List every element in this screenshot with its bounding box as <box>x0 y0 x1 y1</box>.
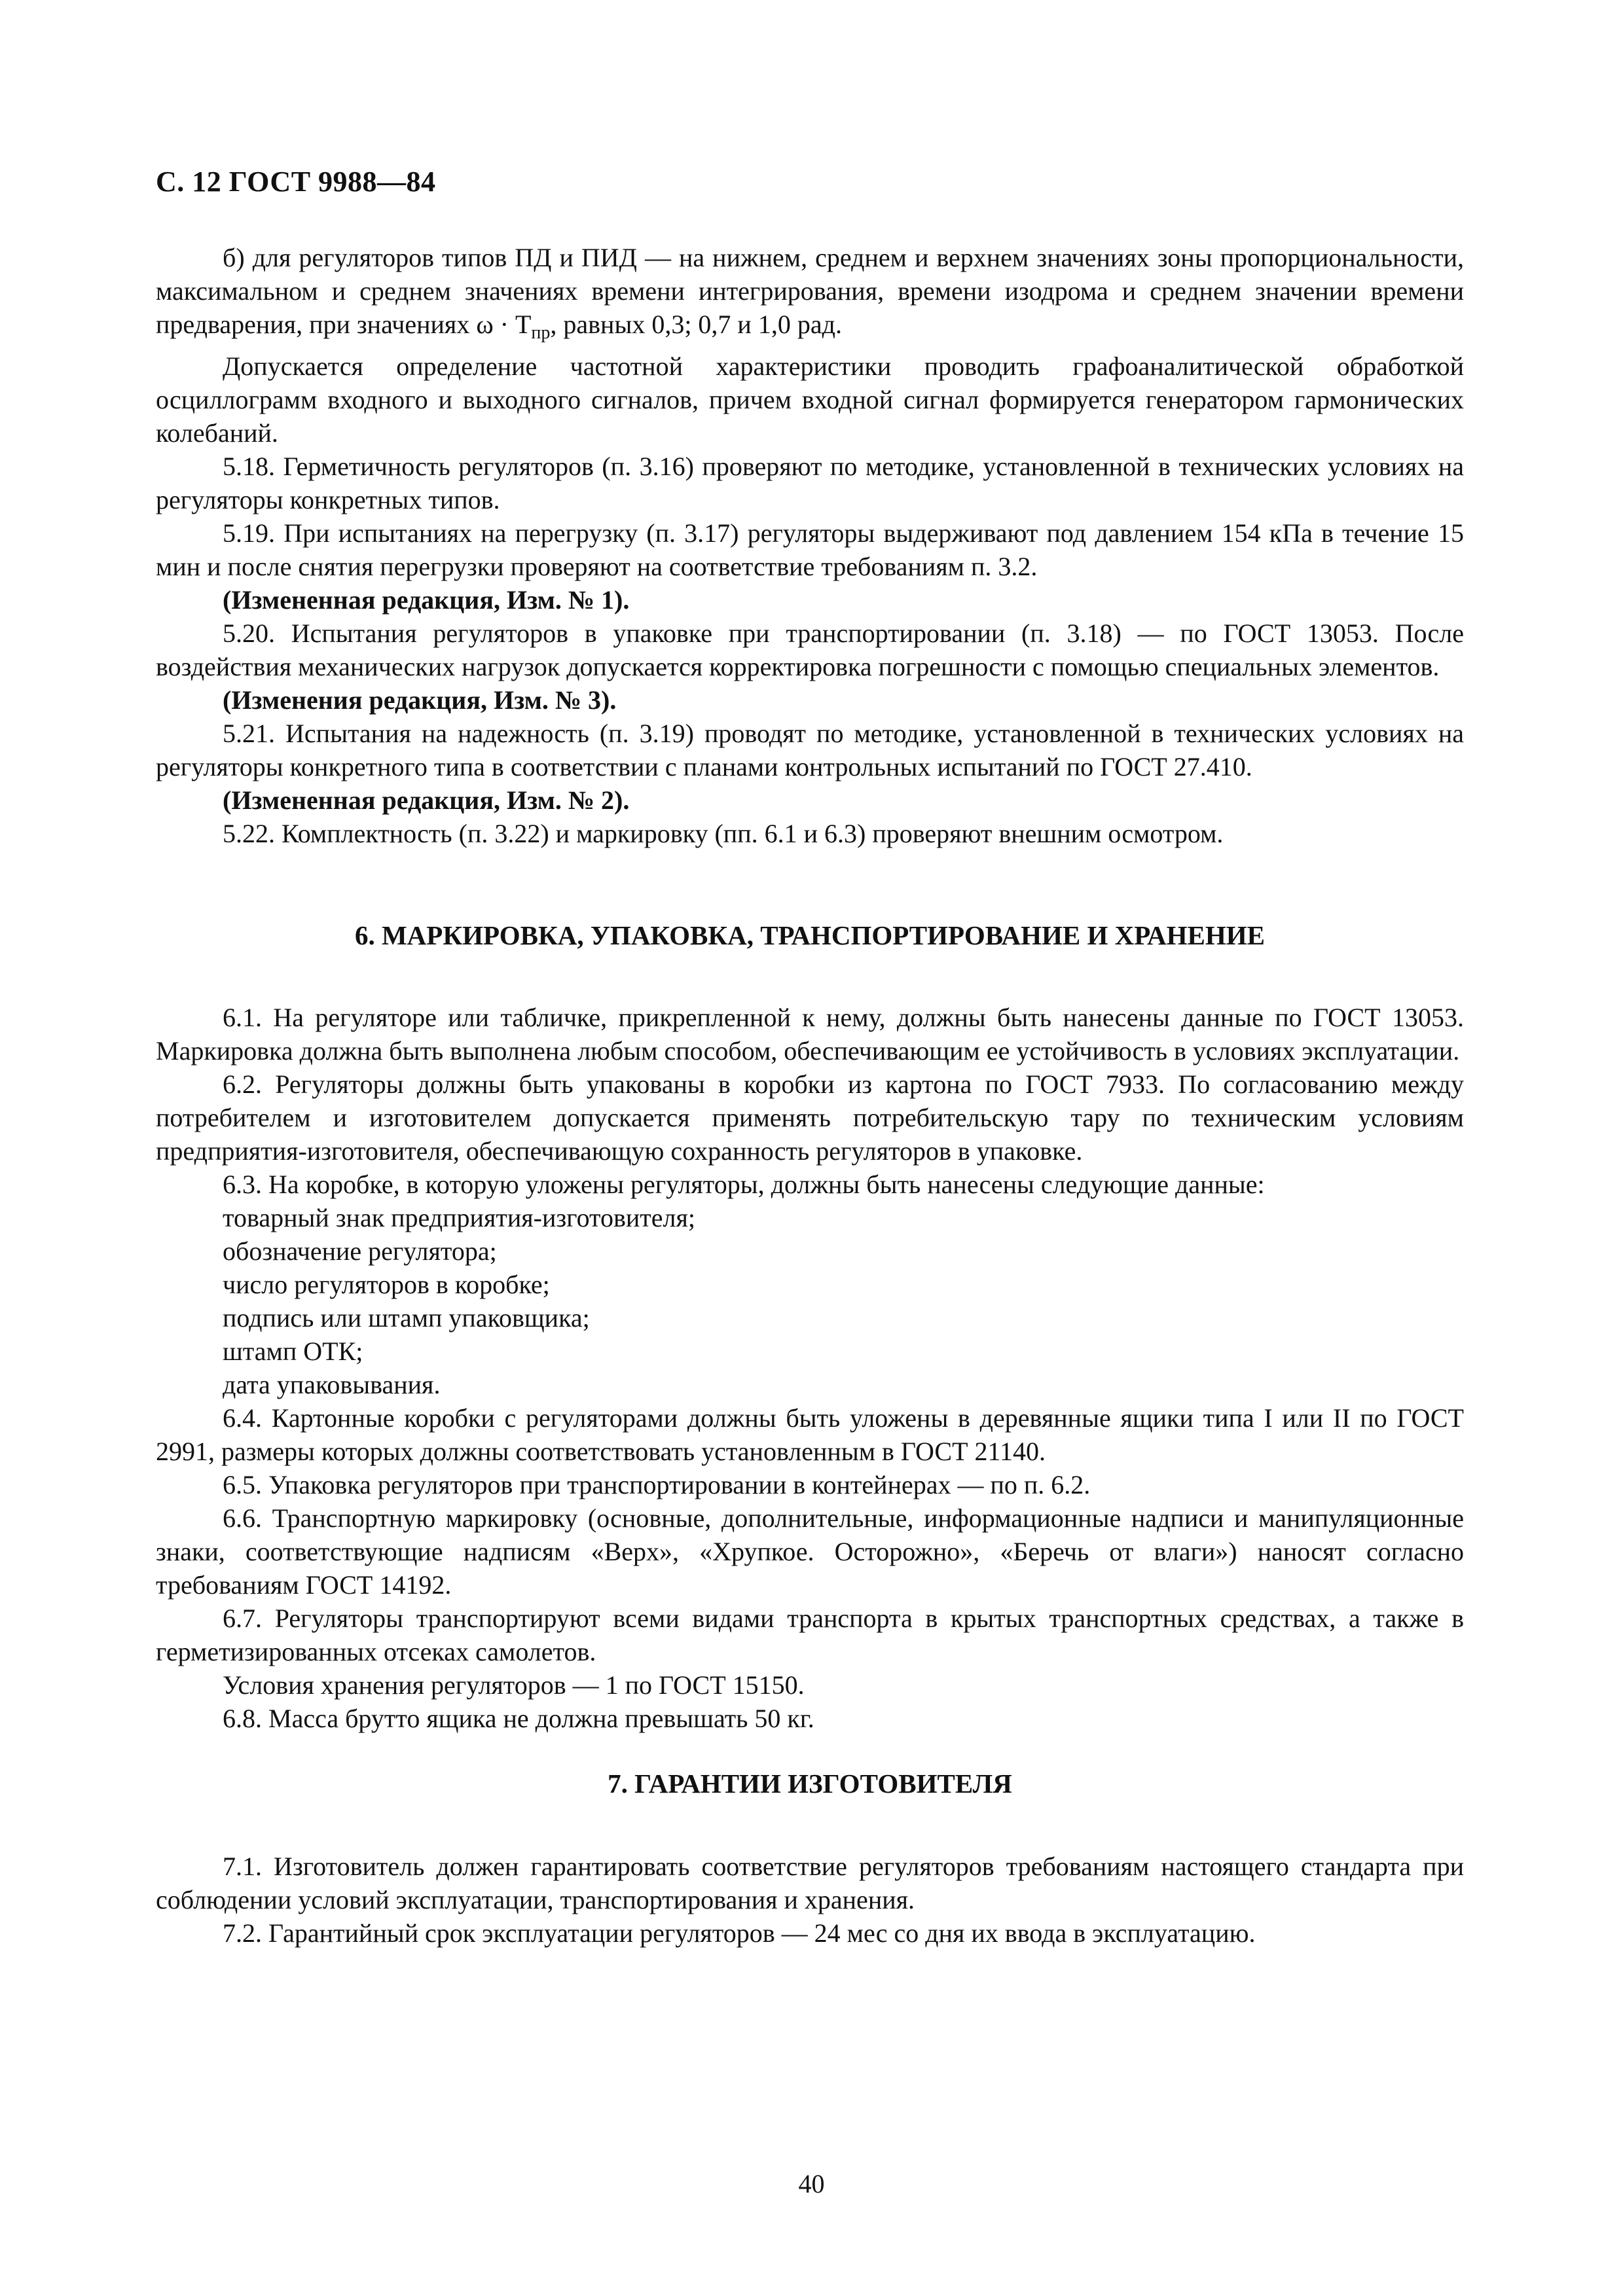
section-7-heading-wrap <box>156 1767 1464 1801</box>
paragraph-7-2: 7.2. Гарантийный срок эксплуатации регуляторов — 24 мес со дня их ввода в эксплуатацию. <box>223 1918 1256 1948</box>
list-item: штамп ОТК; <box>223 1336 363 1366</box>
section-7-title: 7. ГАРАНТИИ ИЗГОТОВИТЕЛЯ <box>608 1768 1012 1799</box>
paragraph-7-1: 7.1. Изготовитель должен гарантировать соответствие регуляторов требованиям настоящего стандарта при соблюдении условий эксплуатации, транспортирования и хранения. <box>156 1852 1464 1914</box>
page-header: С. 12 ГОСТ 9988—84 <box>156 166 436 198</box>
list-item: число регуляторов в коробке; <box>223 1270 550 1299</box>
subscript-text: пр <box>531 323 551 343</box>
paragraph-6-2: 6.2. Регуляторы должны быть упакованы в коробки из картона по ГОСТ 7933. По согласованию между потребителем и изготовителем допускается применять потребительскую тару по техническим условиям предприятия-изготовителя, обеспечивающую сохранность регуляторов в упаковке. <box>156 1069 1464 1166</box>
list-item: обозначение регулятора; <box>223 1236 497 1266</box>
paragraph-6-4: 6.4. Картонные коробки с регуляторами должны быть уложены в деревянные ящики типа I или II по ГОСТ 2991, размеры которых должны соответствовать установленным в ГОСТ 21140. <box>156 1403 1464 1466</box>
paragraph-6-3: 6.3. На коробке, в которую уложены регуляторы, должны быть нанесены следующие данные: <box>223 1170 1265 1199</box>
paragraph-6-5: 6.5. Упаковка регуляторов при транспортировании в контейнерах — по п. 6.2. <box>223 1470 1091 1499</box>
amendment-note-1: (Измененная редакция, Изм. № 1). <box>223 585 630 615</box>
paragraph-6-7: 6.7. Регуляторы транспортируют всеми видами транспорта в крытых транспортных средствах, а также в герметизированных отсеках самолетов. <box>156 1604 1464 1666</box>
section-6-heading-wrap <box>156 919 1464 952</box>
section-5-continuation <box>156 241 1464 850</box>
amendment-note-3: (Изменения редакция, Изм. № 3). <box>223 685 617 715</box>
paragraph-text: б) для регуляторов типов ПД и ПИД — на нижнем, среднем и верхнем значениях зоны пропорциональности, максимальном и среднем значениях времени интегрирования, времени изодрома и среднем значении времени предварения, при значениях ω · T <box>156 243 1464 339</box>
section-6-body <box>156 1001 1464 1735</box>
paragraph-b-regulators <box>156 241 1464 350</box>
paragraph-6-6: 6.6. Транспортную маркировку (основные, дополнительные, информационные надписи и манипуляционные знаки, соответствующие надписям «Верх», «Хрупкое. Осторожно», «Беречь от влаги») наносят согласно требованиям ГОСТ 14192. <box>156 1503 1464 1600</box>
list-item: подпись или штамп упаковщика; <box>223 1303 590 1333</box>
list-item: товарный знак предприятия-изготовителя; <box>223 1203 695 1232</box>
section-7-body <box>156 1850 1464 1950</box>
paragraph-5-18: 5.18. Герметичность регуляторов (п. 3.16) проверяют по методике, установленной в технических условиях на регуляторы конкретных типов. <box>156 452 1464 514</box>
paragraph-6-8: 6.8. Масса брутто ящика не должна превышать 50 кг. <box>223 1704 814 1733</box>
paragraph-storage: Условия хранения регуляторов — 1 по ГОСТ 15150. <box>223 1670 805 1700</box>
page-number: 40 <box>798 2169 825 2198</box>
section-6-title: 6. МАРКИРОВКА, УПАКОВКА, ТРАНСПОРТИРОВАНИЕ И ХРАНЕНИЕ <box>354 920 1266 950</box>
paragraph-5-20: 5.20. Испытания регуляторов в упаковке при транспортировании (п. 3.18) — по ГОСТ 13053. После воздействия механических нагрузок допускается корректировка погрешности с помощью специальных элементов. <box>156 619 1464 681</box>
paragraph-frequency: Допускается определение частотной характеристики проводить графоаналитической обработкой осциллограмм входного и выходного сигналов, причем входной сигнал формируется генератором гармонических колебаний. <box>156 351 1464 448</box>
amendment-note-2: (Измененная редакция, Изм. № 2). <box>223 785 630 815</box>
paragraph-text: , равных 0,3; 0,7 и 1,0 рад. <box>550 310 842 339</box>
paragraph-6-1: 6.1. На регуляторе или табличке, прикрепленной к нему, должны быть нанесены данные по ГОСТ 13053. Маркировка должна быть выполнена любым способом, обеспечивающим ее устойчивость в условиях эксплуатации. <box>156 1003 1464 1066</box>
paragraph-5-22: 5.22. Комплектность (п. 3.22) и маркировку (пп. 6.1 и 6.3) проверяют внешним осмотром. <box>223 819 1224 848</box>
list-item: дата упаковывания. <box>223 1370 441 1399</box>
paragraph-5-19: 5.19. При испытаниях на перегрузку (п. 3.17) регуляторы выдерживают под давлением 154 кПа в течение 15 мин и после снятия перегрузки проверяют на соответствие требованиям п. 3.2. <box>156 518 1464 581</box>
paragraph-5-21: 5.21. Испытания на надежность (п. 3.19) проводят по методике, установленной в технических условиях на регуляторы конкретного типа в соответствии с планами контрольных испытаний по ГОСТ 27.410. <box>156 719 1464 781</box>
